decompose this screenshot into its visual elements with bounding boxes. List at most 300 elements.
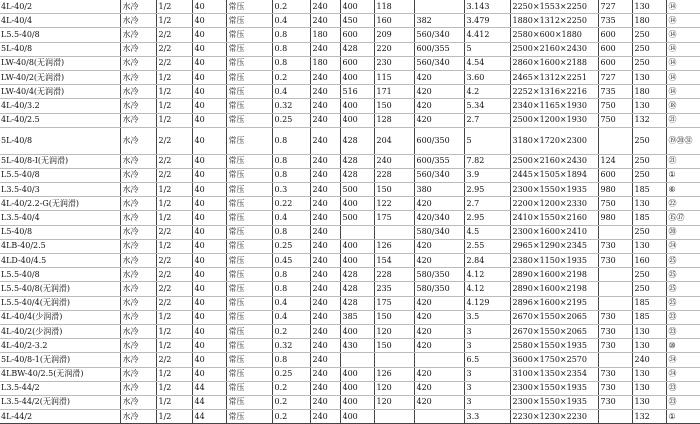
capacity-cell: 40 (192, 56, 226, 70)
suction-cell: 常压 (226, 85, 272, 99)
flow-cell: 980 (598, 211, 632, 225)
dimensions-cell: 2200×1200×2330 (510, 197, 598, 211)
dimensions-cell: 2300×1600×2410 (510, 225, 598, 239)
table-row (0, 296, 700, 310)
rpm-cell: 240 (310, 197, 340, 211)
power-cell: 400 (340, 324, 374, 338)
mass-cell: 250 (632, 225, 666, 239)
power-cell: 600 (340, 56, 374, 70)
capacity-cell: 40 (192, 168, 226, 182)
stage-cell: 1/2 (156, 367, 192, 381)
shaft-power-cell: 240 (374, 154, 414, 168)
stage-cell: 2/2 (156, 28, 192, 42)
dimensions-cell: 2380×1150×1935 (510, 254, 598, 268)
stage-cell: 2/2 (156, 127, 192, 154)
reference-cell: ⑳ (666, 225, 700, 239)
rpm-cell: 240 (310, 85, 340, 99)
dimensions-cell: 2252×1316×2216 (510, 85, 598, 99)
stage-cell: 1/2 (156, 395, 192, 409)
mass-cell: 180 (632, 85, 666, 99)
power-cell: 500 (340, 211, 374, 225)
reference-cell: ㉒ (666, 197, 700, 211)
flow-cell: 730 (598, 310, 632, 324)
shaft-power-cell: 128 (374, 113, 414, 127)
mass-cell: 250 (632, 42, 666, 56)
mass-cell: 250 (632, 268, 666, 282)
mass-cell: 130 (632, 395, 666, 409)
power-cell: 428 (340, 154, 374, 168)
stage-cell: 1/2 (156, 239, 192, 253)
model-cell: 5L-40/8 (0, 42, 120, 56)
model-cell: LW-40/2(无润滑) (0, 70, 120, 84)
capacity-cell: 40 (192, 353, 226, 367)
rpm-cell: 240 (310, 211, 340, 225)
pressure-cell: 0.25 (272, 367, 310, 381)
suction-cell: 常压 (226, 70, 272, 84)
dimensions-cell: 3100×1350×2354 (510, 367, 598, 381)
table-row (0, 268, 700, 282)
rpm-cell: 240 (310, 254, 340, 268)
power-cell: 400 (340, 254, 374, 268)
mass-cell: 185 (632, 211, 666, 225)
shaft-power-cell: 228 (374, 268, 414, 282)
table-row (0, 197, 700, 211)
stage-cell: 1/2 (156, 99, 192, 113)
table-row (0, 42, 700, 56)
shaft-power-cell: 150 (374, 99, 414, 113)
stage-cell: 2/2 (156, 282, 192, 296)
pressure-cell: 0.2 (272, 395, 310, 409)
cooling-cell: 水冷 (120, 239, 156, 253)
stage-cell: 2/2 (156, 56, 192, 70)
stage-cell: 1/2 (156, 183, 192, 197)
motor-cell: 420 (414, 310, 464, 324)
flow-cell: 600 (598, 28, 632, 42)
motor-cell: 420 (414, 99, 464, 113)
model-cell: L3.5-40/3 (0, 183, 120, 197)
model-cell: L3.5-40/4 (0, 211, 120, 225)
model-cell: 4L-40/2(少润滑) (0, 324, 120, 338)
capacity-cell: 40 (192, 42, 226, 56)
cooling-cell: 水冷 (120, 268, 156, 282)
capacity-cell: 40 (192, 367, 226, 381)
dimensions-cell: 2300×1550×1935 (510, 183, 598, 197)
rpm-cell: 240 (310, 296, 340, 310)
pressure-cell: 0.3 (272, 183, 310, 197)
mass-cell: 130 (632, 324, 666, 338)
shaft-power-cell: 120 (374, 381, 414, 395)
power-cell: 385 (340, 310, 374, 324)
cooling-cell: 水冷 (120, 225, 156, 239)
suction-cell: 常压 (226, 14, 272, 28)
motor-cell: 580/350 (414, 268, 464, 282)
power-cell: 428 (340, 282, 374, 296)
dimensions-cell: 2410×1550×2160 (510, 211, 598, 225)
motor-cell: 382 (414, 14, 464, 28)
power-cell (340, 225, 374, 239)
suction-cell: 常压 (226, 324, 272, 338)
cooling-cell: 水冷 (120, 28, 156, 42)
rpm-cell: 240 (310, 42, 340, 56)
rpm-cell: 240 (310, 367, 340, 381)
mass-cell: 240 (632, 353, 666, 367)
cooling-cell: 水冷 (120, 367, 156, 381)
flow-cell: 600 (598, 56, 632, 70)
model-cell: L3.5-44/2 (0, 381, 120, 395)
motor-cell: 560/340 (414, 168, 464, 182)
cooling-cell: 水冷 (120, 154, 156, 168)
capacity-cell: 44 (192, 381, 226, 395)
shaft-power-cell: 175 (374, 211, 414, 225)
weight-cell: 3 (464, 381, 510, 395)
rpm-cell: 240 (310, 99, 340, 113)
rpm-cell: 180 (310, 28, 340, 42)
flow-cell: 727 (598, 70, 632, 84)
suction-cell: 常压 (226, 282, 272, 296)
model-cell: 4L-40/4(少润滑) (0, 310, 120, 324)
suction-cell: 常压 (226, 42, 272, 56)
shaft-power-cell: 118 (374, 0, 414, 14)
shaft-power-cell: 209 (374, 28, 414, 42)
power-cell: 400 (340, 395, 374, 409)
model-cell: 4L-40/2-3.2 (0, 339, 120, 353)
shaft-power-cell: 150 (374, 339, 414, 353)
model-cell: 4LBW-40/2.5(无润滑) (0, 367, 120, 381)
table-row (0, 168, 700, 182)
mass-cell: 130 (632, 70, 666, 84)
dimensions-cell: 2580×1550×1935 (510, 339, 598, 353)
suction-cell: 常压 (226, 225, 272, 239)
motor-cell: 420 (414, 381, 464, 395)
weight-cell: 4.129 (464, 296, 510, 310)
suction-cell: 常压 (226, 197, 272, 211)
suction-cell: 常压 (226, 296, 272, 310)
stage-cell: 1/2 (156, 211, 192, 225)
cooling-cell: 水冷 (120, 42, 156, 56)
reference-cell: ⑱ (666, 99, 700, 113)
model-cell: L5.5-40/8 (0, 268, 120, 282)
motor-cell (414, 0, 464, 14)
cooling-cell: 水冷 (120, 99, 156, 113)
stage-cell: 1/2 (156, 310, 192, 324)
model-cell: 5L-40/8 (0, 127, 120, 154)
motor-cell: 420 (414, 395, 464, 409)
weight-cell: 3 (464, 367, 510, 381)
stage-cell: 2/2 (156, 254, 192, 268)
pressure-cell: 0.8 (272, 42, 310, 56)
reference-cell: ㉕ (666, 296, 700, 310)
flow-cell (598, 410, 632, 424)
weight-cell: 4.12 (464, 282, 510, 296)
motor-cell (414, 410, 464, 424)
model-cell: LW-40/8(无润滑) (0, 56, 120, 70)
flow-cell: 600 (598, 168, 632, 182)
mass-cell: 132 (632, 113, 666, 127)
cooling-cell: 水冷 (120, 85, 156, 99)
weight-cell: 5 (464, 127, 510, 154)
pressure-cell: 0.2 (272, 381, 310, 395)
shaft-power-cell (374, 353, 414, 367)
motor-cell: 420 (414, 239, 464, 253)
flow-cell: 735 (598, 14, 632, 28)
power-cell: 400 (340, 70, 374, 84)
flow-cell: 730 (598, 254, 632, 268)
dimensions-cell: 2500×2160×2430 (510, 154, 598, 168)
capacity-cell: 40 (192, 113, 226, 127)
suction-cell: 常压 (226, 268, 272, 282)
capacity-cell: 40 (192, 324, 226, 338)
dimensions-cell: 2965×1290×2345 (510, 239, 598, 253)
power-cell: 400 (340, 410, 374, 424)
capacity-cell: 40 (192, 127, 226, 154)
dimensions-cell: 3600×1750×2570 (510, 353, 598, 367)
capacity-cell: 40 (192, 296, 226, 310)
dimensions-cell: 2890×1600×2198 (510, 282, 598, 296)
motor-cell: 420 (414, 296, 464, 310)
suction-cell: 常压 (226, 113, 272, 127)
cooling-cell: 水冷 (120, 282, 156, 296)
mass-cell: 185 (632, 183, 666, 197)
table-row (0, 14, 700, 28)
rpm-cell: 240 (310, 168, 340, 182)
rpm-cell: 240 (310, 395, 340, 409)
weight-cell: 3.9 (464, 168, 510, 182)
capacity-cell: 40 (192, 282, 226, 296)
mass-cell: 130 (632, 197, 666, 211)
flow-cell: 750 (598, 113, 632, 127)
power-cell: 400 (340, 113, 374, 127)
dimensions-cell: 2890×1600×2198 (510, 268, 598, 282)
shaft-power-cell: 220 (374, 42, 414, 56)
weight-cell: 3 (464, 395, 510, 409)
weight-cell: 2.95 (464, 183, 510, 197)
mass-cell: 185 (632, 310, 666, 324)
flow-cell (598, 353, 632, 367)
stage-cell: 1/2 (156, 0, 192, 14)
suction-cell: 常压 (226, 339, 272, 353)
suction-cell: 常压 (226, 353, 272, 367)
power-cell: 400 (340, 367, 374, 381)
power-cell: 428 (340, 296, 374, 310)
power-cell: 400 (340, 381, 374, 395)
pressure-cell: 0.8 (272, 168, 310, 182)
power-cell: 516 (340, 85, 374, 99)
shaft-power-cell: 115 (374, 70, 414, 84)
capacity-cell: 40 (192, 183, 226, 197)
reference-cell: ㉑ (666, 154, 700, 168)
shaft-power-cell: 230 (374, 56, 414, 70)
suction-cell: 常压 (226, 395, 272, 409)
motor-cell: 380 (414, 183, 464, 197)
cooling-cell: 水冷 (120, 0, 156, 14)
pressure-cell: 0.2 (272, 410, 310, 424)
mass-cell: 180 (632, 14, 666, 28)
dimensions-cell: 2230×1230×2230 (510, 410, 598, 424)
pressure-cell: 0.8 (272, 282, 310, 296)
flow-cell: 750 (598, 99, 632, 113)
table-row (0, 85, 700, 99)
shaft-power-cell: 126 (374, 239, 414, 253)
shaft-power-cell (374, 410, 414, 424)
mass-cell: 250 (632, 282, 666, 296)
weight-cell: 2.84 (464, 254, 510, 268)
table-row (0, 381, 700, 395)
mass-cell: 250 (632, 28, 666, 42)
table-row (0, 99, 700, 113)
pressure-cell: 0.8 (272, 28, 310, 42)
model-cell: L5-40/8 (0, 225, 120, 239)
shaft-power-cell: 150 (374, 183, 414, 197)
dimensions-cell: 2465×1312×2251 (510, 70, 598, 84)
pressure-cell: 0.25 (272, 239, 310, 253)
dimensions-cell: 2580×600×1880 (510, 28, 598, 42)
motor-cell: 580/340 (414, 225, 464, 239)
capacity-cell: 40 (192, 225, 226, 239)
stage-cell: 1/2 (156, 85, 192, 99)
cooling-cell: 水冷 (120, 211, 156, 225)
flow-cell: 730 (598, 381, 632, 395)
shaft-power-cell: 160 (374, 14, 414, 28)
power-cell: 428 (340, 168, 374, 182)
rpm-cell: 240 (310, 353, 340, 367)
cooling-cell: 水冷 (120, 324, 156, 338)
power-cell: 450 (340, 14, 374, 28)
reference-cell: ㉑ (666, 113, 700, 127)
weight-cell: 5 (464, 42, 510, 56)
mass-cell: 250 (632, 56, 666, 70)
rpm-cell: 240 (310, 154, 340, 168)
table-row (0, 254, 700, 268)
cooling-cell: 水冷 (120, 353, 156, 367)
cooling-cell: 水冷 (120, 254, 156, 268)
rpm-cell: 240 (310, 339, 340, 353)
capacity-cell: 40 (192, 0, 226, 14)
reference-cell: ⑮⑰ (666, 211, 700, 225)
dimensions-cell: 2300×1550×1935 (510, 381, 598, 395)
reference-cell: ㉔ (666, 367, 700, 381)
table-row (0, 225, 700, 239)
weight-cell: 4.12 (464, 268, 510, 282)
reference-cell: ⑩ (666, 339, 700, 353)
power-cell: 600 (340, 28, 374, 42)
motor-cell: 600/355 (414, 154, 464, 168)
flow-cell: 735 (598, 85, 632, 99)
weight-cell: 4.2 (464, 85, 510, 99)
model-cell: 5L-40/8-1(无润滑) (0, 353, 120, 367)
weight-cell: 5.34 (464, 99, 510, 113)
reference-cell: ㉕ (666, 254, 700, 268)
mass-cell: 250 (632, 168, 666, 182)
weight-cell: 2.7 (464, 197, 510, 211)
table-row (0, 113, 700, 127)
rpm-cell: 240 (310, 14, 340, 28)
pressure-cell: 0.4 (272, 211, 310, 225)
shaft-power-cell: 235 (374, 282, 414, 296)
model-cell: 4L-40/2.5 (0, 113, 120, 127)
rpm-cell: 240 (310, 381, 340, 395)
motor-cell: 420 (414, 85, 464, 99)
table-row (0, 395, 700, 409)
power-cell: 400 (340, 239, 374, 253)
model-cell: L5.5-40/8(无润滑) (0, 282, 120, 296)
reference-cell: ⑭ (666, 70, 700, 84)
pressure-cell: 0.8 (272, 56, 310, 70)
flow-cell: 730 (598, 339, 632, 353)
mass-cell: 132 (632, 410, 666, 424)
table-row (0, 353, 700, 367)
table-row (0, 211, 700, 225)
weight-cell: 6.5 (464, 353, 510, 367)
suction-cell: 常压 (226, 56, 272, 70)
table-row (0, 127, 700, 154)
pressure-cell: 0.22 (272, 197, 310, 211)
motor-cell: 420 (414, 339, 464, 353)
power-cell: 400 (340, 0, 374, 14)
mass-cell: 130 (632, 367, 666, 381)
reference-cell: ⑭ (666, 14, 700, 28)
suction-cell: 常压 (226, 367, 272, 381)
dimensions-cell: 1880×1312×2250 (510, 14, 598, 28)
reference-cell: ⑭ (666, 42, 700, 56)
table-row (0, 28, 700, 42)
stage-cell: 2/2 (156, 353, 192, 367)
mass-cell: 130 (632, 381, 666, 395)
motor-cell: 420 (414, 197, 464, 211)
capacity-cell: 40 (192, 85, 226, 99)
reference-cell: ㉕ (666, 282, 700, 296)
cooling-cell: 水冷 (120, 70, 156, 84)
motor-cell: 600/355 (414, 42, 464, 56)
shaft-power-cell: 120 (374, 324, 414, 338)
reference-cell: ㉓ (666, 381, 700, 395)
table-row (0, 282, 700, 296)
weight-cell: 2.7 (464, 113, 510, 127)
cooling-cell: 水冷 (120, 339, 156, 353)
table-row (0, 324, 700, 338)
table-row (0, 183, 700, 197)
suction-cell: 常压 (226, 211, 272, 225)
table-row (0, 310, 700, 324)
shaft-power-cell: 171 (374, 85, 414, 99)
motor-cell: 420 (414, 367, 464, 381)
rpm-cell: 180 (310, 56, 340, 70)
dimensions-cell: 2340×1165×1930 (510, 99, 598, 113)
table-row (0, 154, 700, 168)
capacity-cell: 40 (192, 28, 226, 42)
dimensions-cell: 2860×1600×2188 (510, 56, 598, 70)
model-cell: 4L-40/3.2 (0, 99, 120, 113)
stage-cell: 1/2 (156, 70, 192, 84)
suction-cell: 常压 (226, 310, 272, 324)
mass-cell: 185 (632, 296, 666, 310)
motor-cell: 420 (414, 254, 464, 268)
suction-cell: 常压 (226, 127, 272, 154)
reference-cell: ⑥ (666, 183, 700, 197)
stage-cell: 1/2 (156, 410, 192, 424)
capacity-cell: 40 (192, 310, 226, 324)
mass-cell: 130 (632, 99, 666, 113)
stage-cell: 2/2 (156, 225, 192, 239)
stage-cell: 1/2 (156, 381, 192, 395)
stage-cell: 1/2 (156, 14, 192, 28)
reference-cell: ㉔ (666, 353, 700, 367)
capacity-cell: 40 (192, 197, 226, 211)
weight-cell: 4.412 (464, 28, 510, 42)
pressure-cell: 0.45 (272, 254, 310, 268)
model-cell: 4L-40/2.2-G(无润滑) (0, 197, 120, 211)
flow-cell: 980 (598, 183, 632, 197)
cooling-cell: 水冷 (120, 381, 156, 395)
